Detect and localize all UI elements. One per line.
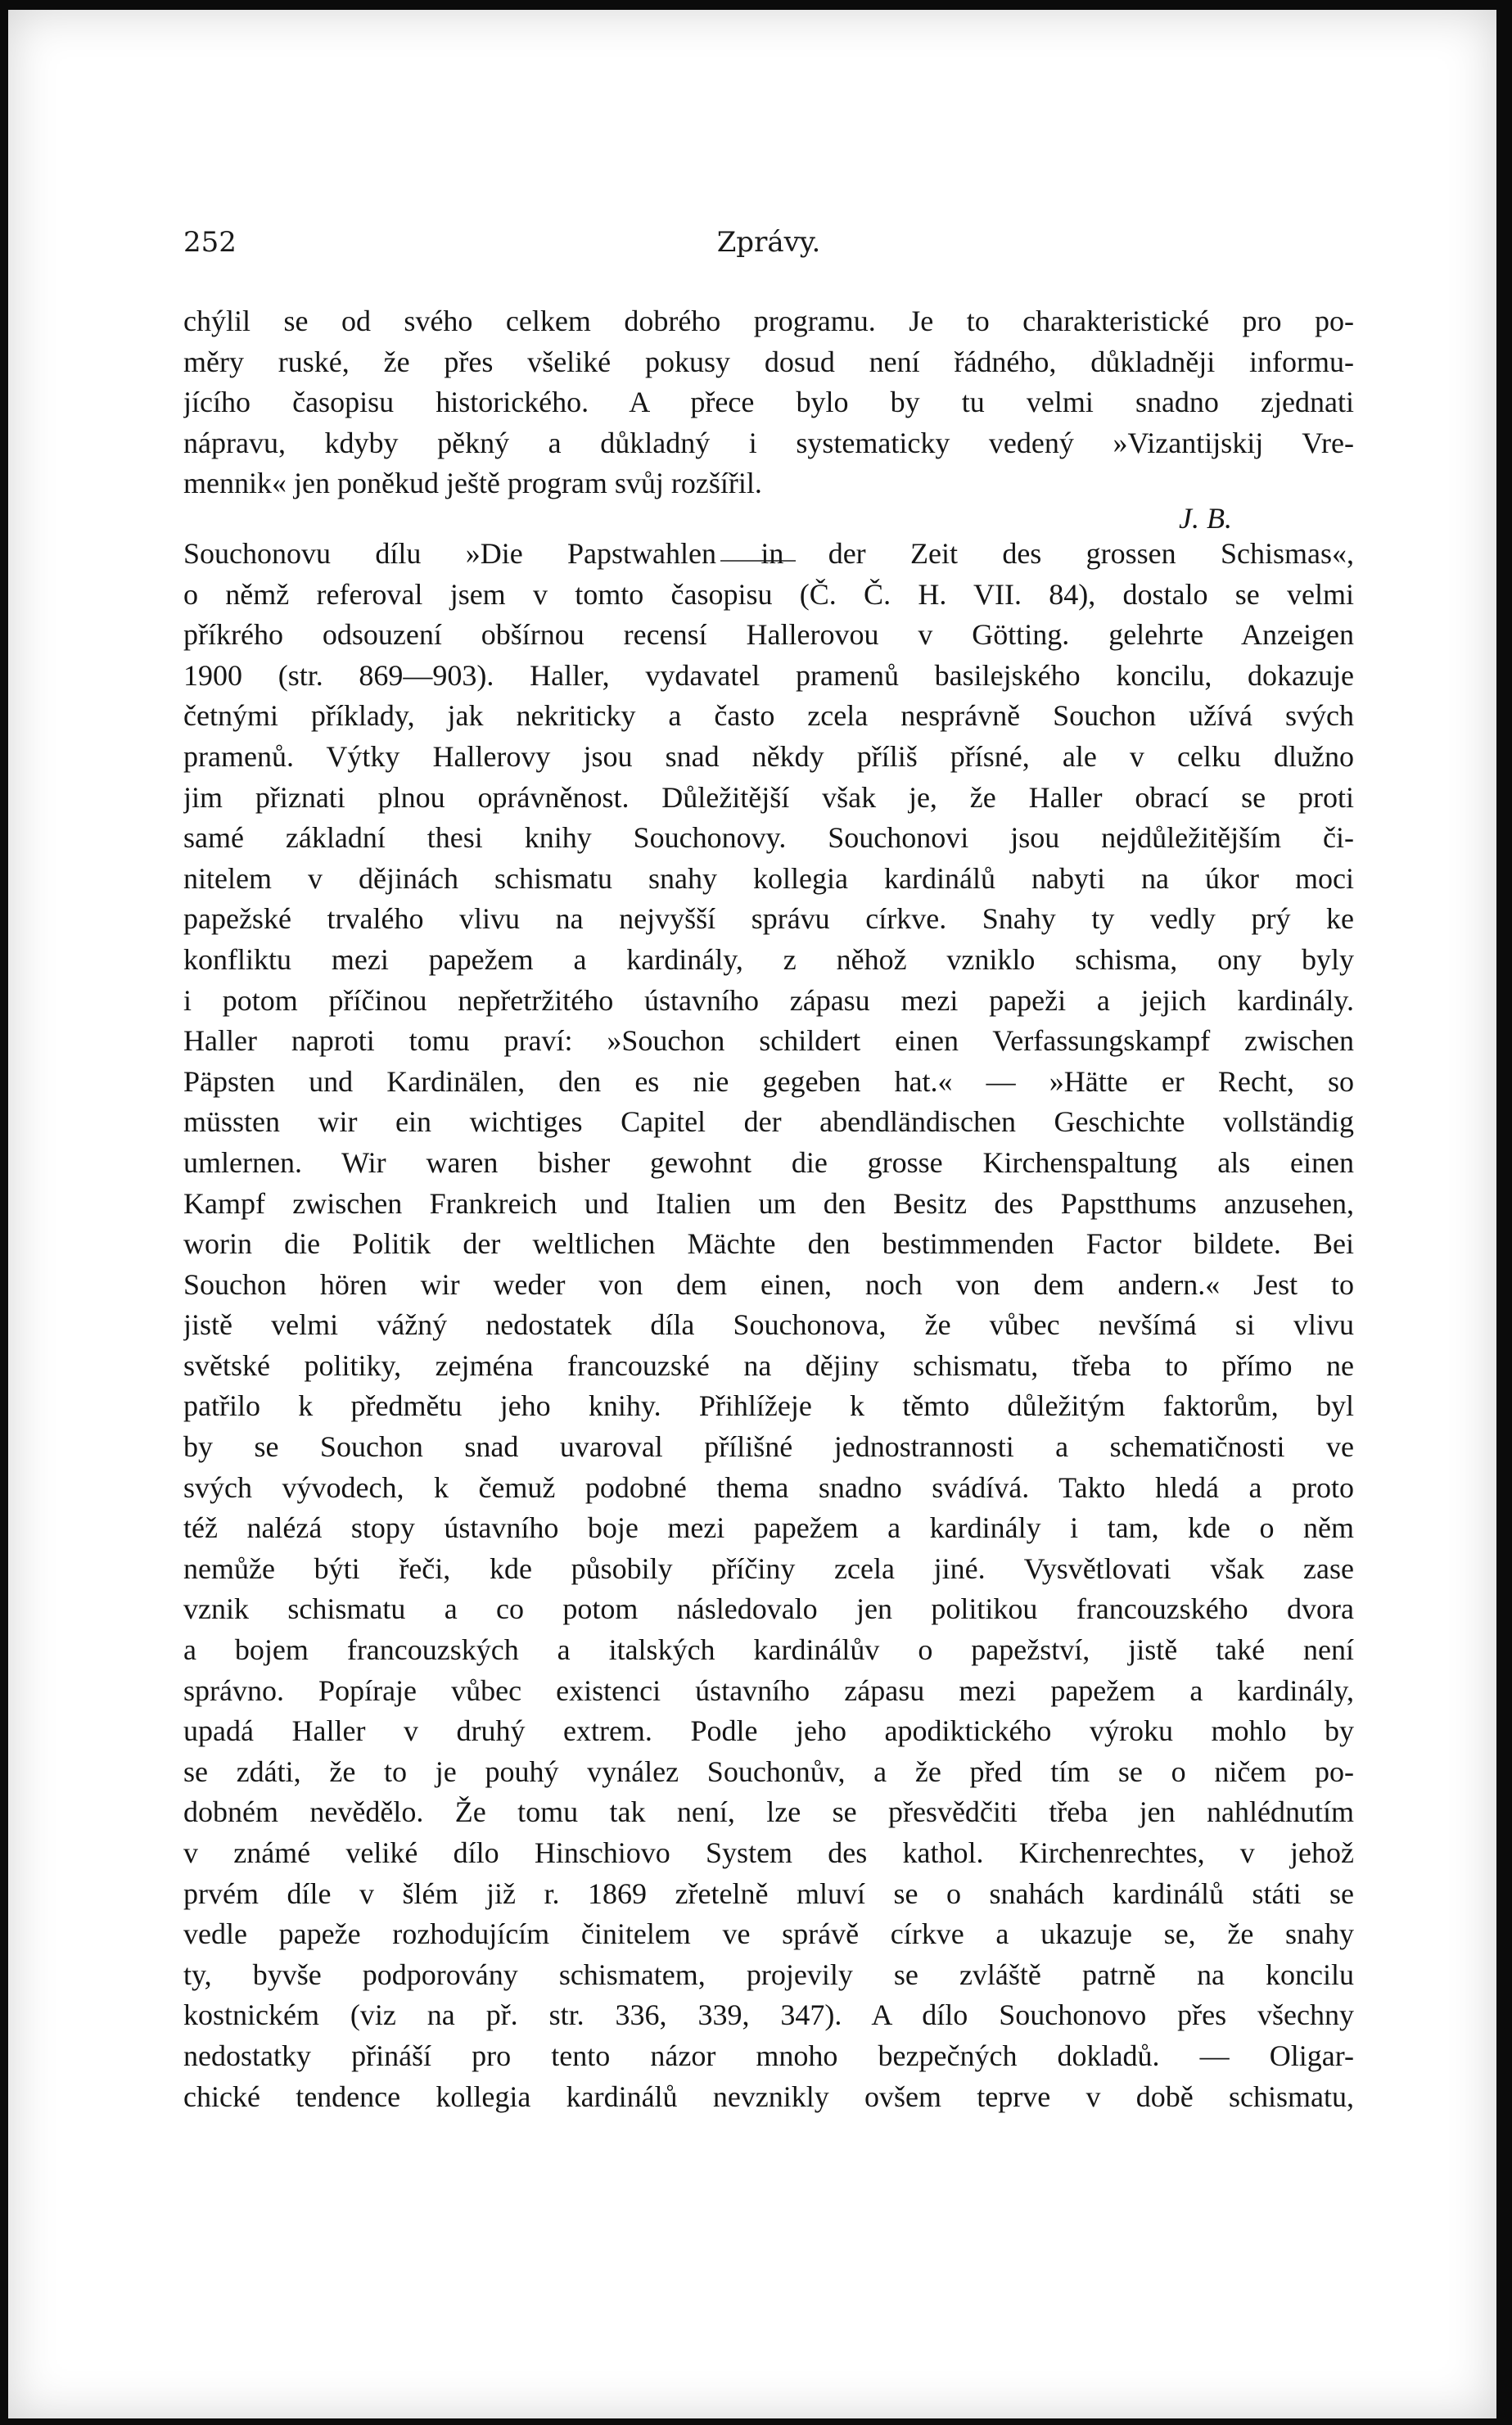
- running-head: [183, 226, 1354, 265]
- text-line: patřilo k předmětu jeho knihy. Přihlížeje k těmto důležitým faktorům, byl: [183, 1389, 1354, 1423]
- text-line: worin die Politik der weltlichen Mächte den bestimmenden Factor bildete. Bei: [183, 1227, 1354, 1261]
- text-line: müssten wir ein wichtiges Capitel der abendländischen Geschichte vollständig: [183, 1105, 1354, 1139]
- text-line: Souchonovu dílu »Die Papstwahlen in der Zeit des grossen Schismas«,: [183, 537, 1354, 570]
- text-line: vznik schismatu a co potom následovalo jen politikou francouzského dvora: [183, 1592, 1354, 1626]
- text-line: papežské trvalého vlivu na nejvyšší správu církve. Snahy ty vedly prý ke: [183, 902, 1354, 936]
- text-line: pramenů. Výtky Hallerovy jsou snad někdy příliš přísné, ale v celku dlužno: [183, 739, 1354, 773]
- text-line: vedle papeže rozhodujícím činitelem ve správě církve a ukazuje se, že snahy: [183, 1917, 1354, 1951]
- text-line: chické tendence kollegia kardinálů nevznikly ovšem teprve v době schismatu,: [183, 2080, 1354, 2113]
- text-line: o němž referoval jsem v tomto časopisu (Č. Č. H. VII. 84), dostalo se velmi: [183, 577, 1354, 611]
- text-line: Haller naproti tomu praví: »Souchon schildert einen Verfassungskampf zwischen: [183, 1024, 1354, 1058]
- text-line: jícího časopisu historického. A přece bylo by tu velmi snadno zjednati: [183, 386, 1354, 419]
- text-line: prvém díle v šlém již r. 1869 zřetelně mluví se o snahách kardinálů státi se: [183, 1876, 1354, 1910]
- text-line: by se Souchon snad uvaroval přílišné jednostrannosti a schematičnosti ve: [183, 1430, 1354, 1464]
- text-line: jim přiznati plnou oprávněnost. Důležitější však je, že Haller obrací se proti: [183, 780, 1354, 814]
- section-title: Zprávy.: [716, 226, 821, 259]
- text-line: nitelem v dějinách schismatu snahy kollegia kardinálů nabyti na úkor moci: [183, 861, 1354, 895]
- review-2-text: [183, 534, 1354, 2117]
- text-line: se zdáti, že to je pouhý vynález Souchonův, a že před tím se o ničem po-: [183, 1754, 1354, 1788]
- text-line: ty, byvše podporovány schismatem, projevily se zvláště patrně na koncilu: [183, 1958, 1354, 1991]
- text-line: nedostatky přináší pro tento názor mnoho bezpečných dokladů. — Oligar-: [183, 2039, 1354, 2072]
- page-number: 252: [183, 226, 237, 259]
- text-line: kostnickém (viz na př. str. 336, 339, 347). A dílo Souchonovo přes všechny: [183, 1998, 1354, 2032]
- text-line: též nalézá stopy ústavního boje mezi papežem a kardinály i tam, kde o něm: [183, 1511, 1354, 1545]
- text-line: chýlil se od svého celkem dobrého programu. Je to charakteristické pro po-: [183, 305, 1354, 337]
- signature: J. B.: [1179, 502, 1232, 535]
- text-line: konfliktu mezi papežem a kardinály, z něhož vzniklo schisma, ony byly: [183, 942, 1354, 976]
- text-line: četnými příklady, jak nekriticky a často zcela nesprávně Souchon užívá svých: [183, 699, 1354, 733]
- text-line: 1900 (str. 869—903). Haller, vydavatel pramenů basilejského koncilu, dokazuje: [183, 658, 1354, 692]
- text-line: jistě velmi vážný nedostatek díla Souchonova, že vůbec nevšímá si vlivu: [183, 1308, 1354, 1342]
- text-line: správno. Popíraje vůbec existenci ústavního zápasu mezi papežem a kardinály,: [183, 1673, 1354, 1707]
- text-line: světské politiky, zejména francouzské na dějiny schismatu, třeba to přímo ne: [183, 1348, 1354, 1382]
- text-line: v známé veliké dílo Hinschiovo System des kathol. Kirchenrechtes, v jehož: [183, 1836, 1354, 1869]
- text-line: umlernen. Wir waren bisher gewohnt die grosse Kirchenspaltung als einen: [183, 1145, 1354, 1179]
- text-line: i potom příčinou nepřetržitého ústavního zápasu mezi papeži a jejich kardinály.: [183, 983, 1354, 1017]
- text-line: Souchon hören wir weder von dem einen, noch von dem andern.« Jest to: [183, 1267, 1354, 1301]
- text-line: mennik« jen poněkud ještě program svůj rozšířil.: [183, 467, 762, 500]
- text-line: měry ruské, že přes všeliké pokusy dosud není řádného, důkladněji informu-: [183, 345, 1354, 378]
- text-line: a bojem francouzských a italských kardinálův o papežství, jistě také není: [183, 1633, 1354, 1667]
- text-line: nápravu, kdyby pěkný a důkladný i systematicky vedený »Vizantijskij Vre-: [183, 426, 1354, 459]
- text-line: upadá Haller v druhý extrem. Podle jeho apodiktického výroku mohlo by: [183, 1714, 1354, 1748]
- review-1-text: [183, 301, 1354, 504]
- text-line: svých vývodech, k čemuž podobné thema snadno svádívá. Takto hledá a proto: [183, 1470, 1354, 1504]
- text-line: nemůže býti řeči, kde působily příčiny zcela jiné. Vysvětlovati však zase: [183, 1551, 1354, 1585]
- text-line: samé základní thesi knihy Souchonovy. Souchonovi jsou nejdůležitějším či-: [183, 821, 1354, 855]
- text-line: Kampf zwischen Frankreich und Italien um den Besitz des Papstthums anzusehen,: [183, 1186, 1354, 1220]
- text-line: Päpsten und Kardinälen, den es nie gegeben hat.« — »Hätte er Recht, so: [183, 1064, 1354, 1098]
- text-line: dobném nevědělo. Že tomu tak není, lze se přesvědčiti třeba jen nahlédnutím: [183, 1795, 1354, 1829]
- text-line: příkrého odsouzení obšírnou recensí Hallerovou v Götting. gelehrte Anzeigen: [183, 618, 1354, 652]
